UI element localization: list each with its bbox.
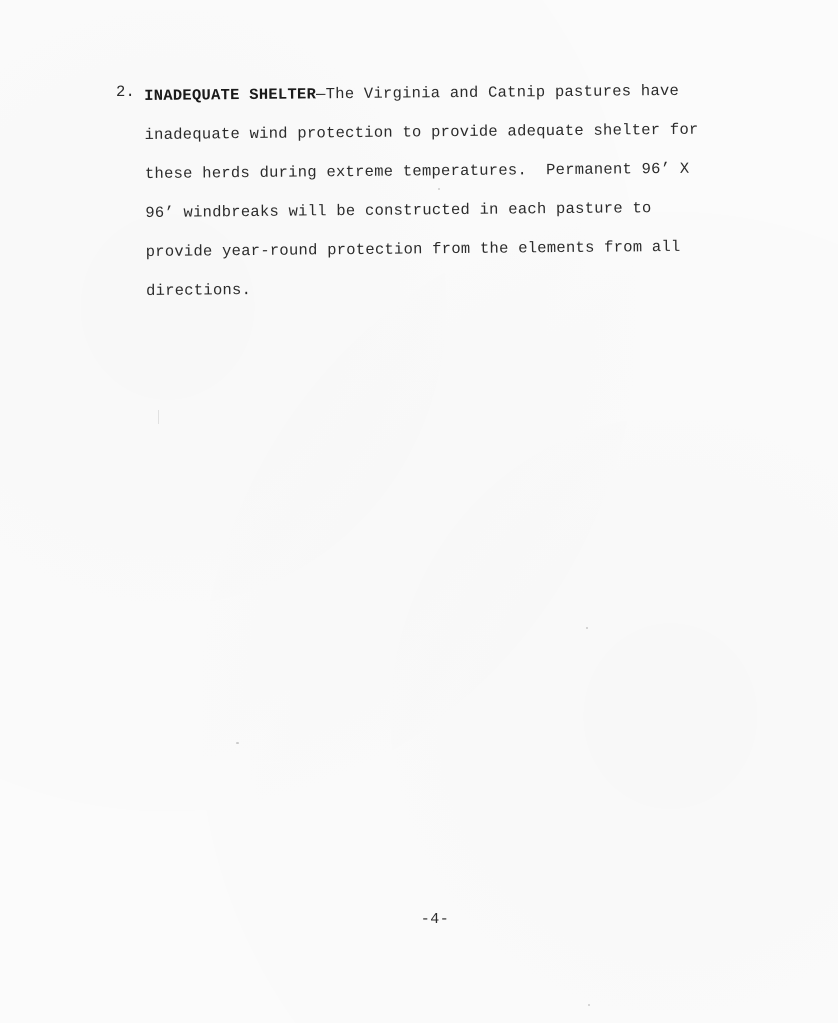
page-number: -4- — [420, 911, 450, 928]
item-heading: INADEQUATE SHELTER — [144, 85, 317, 105]
scan-speck — [586, 627, 588, 629]
paragraph-line-3: these herds during extreme temperatures. Permanent 96’ X — [144, 159, 690, 183]
scan-speck — [236, 742, 239, 744]
paragraph-line-6: directions. — [145, 280, 252, 300]
scan-speck — [438, 188, 440, 190]
paragraph-line-4: 96’ windbreaks will be constructed in each pasture to — [145, 199, 652, 222]
item-paragraph — [144, 71, 746, 311]
scan-speck — [588, 1004, 590, 1006]
heading-dash: — — [316, 85, 326, 104]
paragraph-line-5: provide year-round protection from the elements from all — [145, 237, 681, 261]
item-number: 2. — [116, 83, 136, 101]
paragraph-line-2: inadequate wind protection to provide adequate shelter for — [144, 120, 699, 144]
line-text-1: The Virginia and Catnip pastures have — [325, 81, 680, 104]
paragraph-line-1 — [144, 71, 744, 116]
scan-speck — [158, 410, 159, 424]
